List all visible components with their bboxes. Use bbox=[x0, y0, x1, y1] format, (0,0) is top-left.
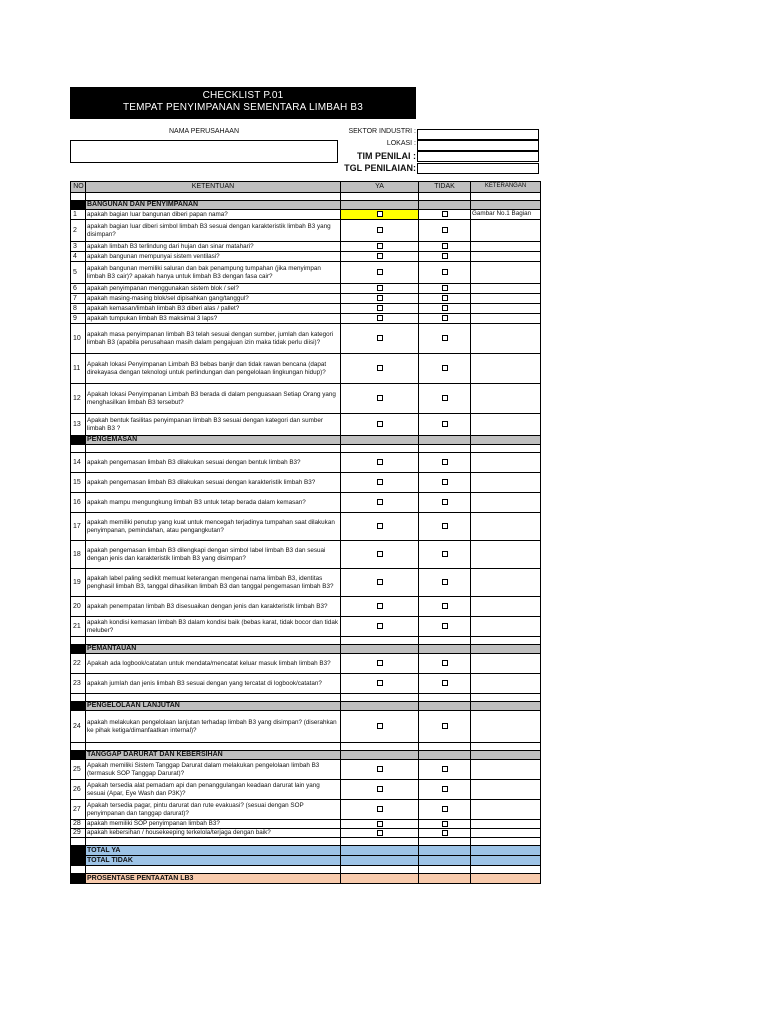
col-no: NO bbox=[71, 182, 86, 193]
tidak-cell bbox=[419, 210, 471, 220]
total-ket-value bbox=[471, 874, 541, 884]
tidak-cell bbox=[419, 294, 471, 304]
checklist-row bbox=[71, 617, 541, 637]
tidak-checkbox[interactable] bbox=[442, 806, 448, 812]
section-title: BANGUNAN DAN PENYIMPANAN bbox=[86, 201, 341, 210]
checklist-row bbox=[71, 780, 541, 800]
tidak-cell bbox=[419, 800, 471, 820]
tidak-checkbox[interactable] bbox=[442, 227, 448, 233]
tidak-cell bbox=[419, 453, 471, 473]
row-ketentuan: apakah jumlah dan jenis limbah B3 sesuai dengan yang tercatat di logbook/catatan? bbox=[86, 674, 341, 694]
section-row bbox=[71, 702, 541, 711]
sektor-label: SEKTOR INDUSTRI : bbox=[348, 128, 416, 135]
checklist-title bbox=[70, 87, 416, 119]
ya-checkbox[interactable] bbox=[377, 603, 383, 609]
ya-cell bbox=[341, 294, 419, 304]
ya-checkbox[interactable] bbox=[377, 269, 383, 275]
checklist-row bbox=[71, 829, 541, 838]
row-ketentuan: apakah penyimpanan menggunakan sistem blok / sel? bbox=[86, 284, 341, 294]
keterangan-cell[interactable]: Gambar No.1 Bagian bbox=[471, 210, 541, 220]
ya-checkbox[interactable] bbox=[377, 523, 383, 529]
section-title: TANGGAP DARURAT DAN KEBERSIHAN bbox=[86, 751, 341, 760]
ya-checkbox[interactable] bbox=[377, 766, 383, 772]
ya-checkbox[interactable] bbox=[377, 243, 383, 249]
ya-checkbox[interactable] bbox=[377, 551, 383, 557]
checklist-row bbox=[71, 354, 541, 384]
section-row bbox=[71, 201, 541, 210]
checklist-row bbox=[71, 284, 541, 294]
ya-cell bbox=[341, 820, 419, 829]
tidak-cell bbox=[419, 513, 471, 541]
row-ketentuan: apakah label paling sedikit memuat keterangan mengenai nama limbah B3, identitas penghasil limbah B3, tanggal dihasilkan limbah B3 dan tanggal pengemasan limbah B3? bbox=[86, 569, 341, 597]
ya-checkbox[interactable] bbox=[377, 459, 383, 465]
row-ketentuan: apakah pengemasan limbah B3 dilengkapi dengan simbol label limbah B3 dan sesuai dengan jenis dan karakteristik limbah B3 yang disimpan? bbox=[86, 541, 341, 569]
checklist-row bbox=[71, 493, 541, 513]
checklist-row bbox=[71, 674, 541, 694]
section-row bbox=[71, 751, 541, 760]
row-number: 11 bbox=[71, 354, 86, 384]
blank-row bbox=[71, 743, 541, 751]
ya-cell bbox=[341, 453, 419, 473]
row-number: 13 bbox=[71, 414, 86, 436]
row-number: 29 bbox=[71, 829, 86, 838]
checklist-row bbox=[71, 314, 541, 324]
tidak-cell bbox=[419, 711, 471, 743]
row-ketentuan: apakah bagian luar diberi simbol limbah B3 sesuai dengan karakteristik limbah B3 yang disimpan? bbox=[86, 220, 341, 242]
row-number: 7 bbox=[71, 294, 86, 304]
company-name-label: NAMA PERUSAHAAN bbox=[168, 128, 240, 135]
row-ketentuan: Apakah tersedia alat pemadam api dan penanggulangan keadaan darurat lain yang sesuai (Apar, Eye Wash dan P3K)? bbox=[86, 780, 341, 800]
ya-checkbox[interactable] bbox=[377, 680, 383, 686]
checklist-row bbox=[71, 252, 541, 262]
col-tidak: TIDAK bbox=[419, 182, 471, 193]
total-ya-value bbox=[341, 874, 419, 884]
section-title: PENGELOLAAN LANJUTAN bbox=[86, 702, 341, 711]
tidak-cell bbox=[419, 262, 471, 284]
total-label: TOTAL YA bbox=[86, 846, 341, 856]
tidak-cell bbox=[419, 242, 471, 252]
tidak-cell bbox=[419, 760, 471, 780]
row-number: 26 bbox=[71, 780, 86, 800]
total-ya-value bbox=[341, 856, 419, 866]
tidak-checkbox[interactable] bbox=[442, 305, 448, 311]
ya-cell bbox=[341, 617, 419, 637]
ya-checkbox[interactable] bbox=[377, 623, 383, 629]
checklist-row bbox=[71, 654, 541, 674]
blank-row bbox=[71, 637, 541, 645]
checklist-row bbox=[71, 760, 541, 780]
keterangan-cell[interactable] bbox=[471, 284, 541, 294]
row-ketentuan: apakah bagian luar bangunan diberi papan nama? bbox=[86, 210, 341, 220]
row-ketentuan: apakah kondisi kemasan limbah B3 dalam kondisi baik (bebas karat, tidak bocor dan tidak meluber? bbox=[86, 617, 341, 637]
ya-cell bbox=[341, 513, 419, 541]
ya-checkbox[interactable] bbox=[377, 806, 383, 812]
row-ketentuan: Apakah bentuk fasilitas penyimpanan limbah B3 sesuai dengan kategori dan sumber limbah B3 ? bbox=[86, 414, 341, 436]
keterangan-cell[interactable] bbox=[471, 513, 541, 541]
row-ketentuan: apakah melakukan pengelolaan lanjutan terhadap limbah B3 yang disimpan? (diserahkan ke pihak ketiga/dimanfaatkan internal)? bbox=[86, 711, 341, 743]
blank-row bbox=[71, 866, 541, 874]
tidak-cell bbox=[419, 220, 471, 242]
section-row bbox=[71, 645, 541, 654]
row-ketentuan: Apakah lokasi Penyimpanan Limbah B3 berada di dalam penguasaan Setiap Orang yang menghasilkan limbah B3 tersebut? bbox=[86, 384, 341, 414]
row-ketentuan: apakah bangunan mempunyai sistem ventilasi? bbox=[86, 252, 341, 262]
row-number: 22 bbox=[71, 654, 86, 674]
keterangan-cell[interactable] bbox=[471, 569, 541, 597]
ya-cell bbox=[341, 210, 419, 220]
row-number: 14 bbox=[71, 453, 86, 473]
tidak-checkbox[interactable] bbox=[442, 680, 448, 686]
total-row bbox=[71, 846, 541, 856]
tidak-checkbox[interactable] bbox=[442, 603, 448, 609]
keterangan-cell[interactable] bbox=[471, 674, 541, 694]
tidak-cell bbox=[419, 541, 471, 569]
total-ket-value bbox=[471, 856, 541, 866]
col-ketentuan: KETENTUAN bbox=[86, 182, 341, 193]
ya-cell bbox=[341, 220, 419, 242]
keterangan-cell[interactable] bbox=[471, 820, 541, 829]
keterangan-cell[interactable] bbox=[471, 453, 541, 473]
tidak-checkbox[interactable] bbox=[442, 660, 448, 666]
checklist-row bbox=[71, 541, 541, 569]
tidak-checkbox[interactable] bbox=[442, 551, 448, 557]
ya-cell bbox=[341, 252, 419, 262]
row-number: 27 bbox=[71, 800, 86, 820]
ya-cell bbox=[341, 493, 419, 513]
keterangan-cell[interactable] bbox=[471, 324, 541, 354]
checklist-table bbox=[70, 181, 541, 884]
checklist-row bbox=[71, 210, 541, 220]
row-ketentuan: Apakah tersedia pagar, pintu darurat dan rute evakuasi? (sesuai dengan SOP penyimpanan dan tanggap darurat)? bbox=[86, 800, 341, 820]
ya-cell bbox=[341, 674, 419, 694]
tidak-checkbox[interactable] bbox=[442, 523, 448, 529]
row-ketentuan: apakah penempatan limbah B3 disesuaikan dengan jenis dan karakteristik limbah B3? bbox=[86, 597, 341, 617]
keterangan-cell[interactable] bbox=[471, 654, 541, 674]
total-tidak-value bbox=[419, 846, 471, 856]
tidak-cell bbox=[419, 473, 471, 493]
tidak-checkbox[interactable] bbox=[442, 211, 448, 217]
tgl-penilaian-label: TGL PENILAIAN: bbox=[344, 163, 416, 173]
total-row bbox=[71, 856, 541, 866]
ya-cell bbox=[341, 324, 419, 354]
tidak-cell bbox=[419, 284, 471, 294]
ya-cell bbox=[341, 541, 419, 569]
total-label: PROSENTASE PENTAATAN LB3 bbox=[86, 874, 341, 884]
tidak-checkbox[interactable] bbox=[442, 285, 448, 291]
keterangan-cell[interactable] bbox=[471, 242, 541, 252]
lokasi-label: LOKASI : bbox=[386, 140, 416, 147]
row-number: 10 bbox=[71, 324, 86, 354]
section-title: PENGEMASAN bbox=[86, 436, 341, 445]
ya-checkbox[interactable] bbox=[377, 395, 383, 401]
row-ketentuan: apakah masing-masing blok/sel dipisahkan gang/tanggul? bbox=[86, 294, 341, 304]
blank-row bbox=[71, 445, 541, 453]
checklist-row bbox=[71, 414, 541, 436]
keterangan-cell[interactable] bbox=[471, 220, 541, 242]
lokasi-field[interactable] bbox=[417, 140, 539, 151]
blank-row bbox=[71, 694, 541, 702]
row-ketentuan: apakah masa penyimpanan limbah B3 telah sesuai dengan sumber, jumlah dan kategori limbah B3 (apabila perusahaan masih dalam pengajuan izin maka tidak perlu diisi)? bbox=[86, 324, 341, 354]
tidak-checkbox[interactable] bbox=[442, 821, 448, 827]
ya-cell bbox=[341, 473, 419, 493]
tidak-checkbox[interactable] bbox=[442, 243, 448, 249]
tidak-cell bbox=[419, 384, 471, 414]
tidak-checkbox[interactable] bbox=[442, 723, 448, 729]
row-number: 17 bbox=[71, 513, 86, 541]
col-ya: YA bbox=[341, 182, 419, 193]
tidak-checkbox[interactable] bbox=[442, 623, 448, 629]
row-ketentuan: apakah bangunan memiliki saluran dan bak penampung tumpahan (jika menyimpan limbah B3 cair)? apakah hanya untuk limbah B3 dengan fasa cair? bbox=[86, 262, 341, 284]
keterangan-cell[interactable] bbox=[471, 493, 541, 513]
tidak-checkbox[interactable] bbox=[442, 786, 448, 792]
keterangan-cell[interactable] bbox=[471, 711, 541, 743]
checklist-row bbox=[71, 473, 541, 493]
ya-checkbox[interactable] bbox=[377, 579, 383, 585]
tidak-cell bbox=[419, 493, 471, 513]
row-ketentuan: apakah mampu mengungkung limbah B3 untuk tetap berada dalam kemasan? bbox=[86, 493, 341, 513]
tidak-cell bbox=[419, 314, 471, 324]
ya-checkbox[interactable] bbox=[377, 295, 383, 301]
row-ketentuan: apakah tumpukan limbah B3 maksimal 3 laps? bbox=[86, 314, 341, 324]
row-ketentuan: apakah limbah B3 terlindung dari hujan dan sinar matahari? bbox=[86, 242, 341, 252]
keterangan-cell[interactable] bbox=[471, 541, 541, 569]
row-number: 16 bbox=[71, 493, 86, 513]
keterangan-cell[interactable] bbox=[471, 829, 541, 838]
ya-cell bbox=[341, 800, 419, 820]
ya-cell bbox=[341, 284, 419, 294]
row-number: 18 bbox=[71, 541, 86, 569]
ya-cell bbox=[341, 304, 419, 314]
row-number: 23 bbox=[71, 674, 86, 694]
company-name-field[interactable] bbox=[70, 140, 338, 163]
keterangan-cell[interactable] bbox=[471, 617, 541, 637]
row-ketentuan: Apakah lokasi Penyimpanan Limbah B3 bebas banjir dan tidak rawan bencana (dapat direkayasa dengan teknologi untuk perlindungan dan pengelolaan lingkungan hidup)? bbox=[86, 354, 341, 384]
row-ketentuan: apakah pengemasan limbah B3 dilakukan sesuai dengan bentuk limbah B3? bbox=[86, 453, 341, 473]
ya-checkbox[interactable] bbox=[377, 285, 383, 291]
checklist-row bbox=[71, 384, 541, 414]
ya-checkbox[interactable] bbox=[377, 821, 383, 827]
row-number: 8 bbox=[71, 304, 86, 314]
ya-cell bbox=[341, 384, 419, 414]
row-number: 12 bbox=[71, 384, 86, 414]
blank-row bbox=[71, 193, 541, 201]
checklist-row bbox=[71, 820, 541, 829]
keterangan-cell[interactable] bbox=[471, 252, 541, 262]
tidak-cell bbox=[419, 569, 471, 597]
tidak-cell bbox=[419, 829, 471, 838]
ya-checkbox[interactable] bbox=[377, 421, 383, 427]
sektor-field[interactable] bbox=[417, 129, 539, 140]
tgl-penilaian-field[interactable] bbox=[417, 163, 539, 174]
ya-cell bbox=[341, 711, 419, 743]
keterangan-cell[interactable] bbox=[471, 262, 541, 284]
keterangan-cell[interactable] bbox=[471, 473, 541, 493]
row-ketentuan: Apakah ada logbook/catatan untuk mendata/mencatat keluar masuk limbah limbah B3? bbox=[86, 654, 341, 674]
tidak-cell bbox=[419, 674, 471, 694]
keterangan-cell[interactable] bbox=[471, 780, 541, 800]
checklist-row bbox=[71, 324, 541, 354]
tidak-cell bbox=[419, 304, 471, 314]
ya-checkbox[interactable] bbox=[377, 305, 383, 311]
keterangan-cell[interactable] bbox=[471, 304, 541, 314]
ya-checkbox[interactable] bbox=[377, 227, 383, 233]
tidak-cell bbox=[419, 354, 471, 384]
ya-checkbox[interactable] bbox=[377, 786, 383, 792]
tidak-cell bbox=[419, 654, 471, 674]
ya-checkbox[interactable] bbox=[377, 830, 383, 836]
ya-checkbox[interactable] bbox=[377, 365, 383, 371]
total-label: TOTAL TIDAK bbox=[86, 856, 341, 866]
ya-checkbox[interactable] bbox=[377, 660, 383, 666]
checklist-row bbox=[71, 294, 541, 304]
total-ya-value bbox=[341, 846, 419, 856]
col-keterangan: KETERANGAN bbox=[471, 182, 541, 193]
ya-cell bbox=[341, 354, 419, 384]
row-number: 2 bbox=[71, 220, 86, 242]
row-number: 4 bbox=[71, 252, 86, 262]
tidak-cell bbox=[419, 324, 471, 354]
row-number: 1 bbox=[71, 210, 86, 220]
ya-cell bbox=[341, 262, 419, 284]
tidak-checkbox[interactable] bbox=[442, 295, 448, 301]
row-number: 3 bbox=[71, 242, 86, 252]
row-number: 28 bbox=[71, 820, 86, 829]
keterangan-cell[interactable] bbox=[471, 597, 541, 617]
row-ketentuan: apakah pengemasan limbah B3 dilakukan sesuai dengan karakteristik limbah B3? bbox=[86, 473, 341, 493]
tidak-checkbox[interactable] bbox=[442, 459, 448, 465]
row-number: 15 bbox=[71, 473, 86, 493]
row-ketentuan: Apakah memiliki Sistem Tanggap Darurat dalam melakukan pengelolaan limbah B3 (termasuk SOP Tanggap Darurat)? bbox=[86, 760, 341, 780]
tidak-checkbox[interactable] bbox=[442, 830, 448, 836]
row-number: 24 bbox=[71, 711, 86, 743]
tim-penilai-label: TIM PENILAI : bbox=[357, 151, 416, 161]
tidak-cell bbox=[419, 820, 471, 829]
row-number: 21 bbox=[71, 617, 86, 637]
tidak-cell bbox=[419, 414, 471, 436]
row-number: 19 bbox=[71, 569, 86, 597]
table-header bbox=[71, 182, 541, 193]
ya-checkbox[interactable] bbox=[377, 479, 383, 485]
checklist-row bbox=[71, 242, 541, 252]
checklist-row bbox=[71, 597, 541, 617]
tidak-checkbox[interactable] bbox=[442, 395, 448, 401]
ya-cell bbox=[341, 569, 419, 597]
section-title: PEMANTAUAN bbox=[86, 645, 341, 654]
ya-cell bbox=[341, 654, 419, 674]
checklist-row bbox=[71, 304, 541, 314]
row-ketentuan: apakah memiliki penutup yang kuat untuk mencegah terjadinya tumpahan saat dilakukan penyimpanan, pemindahan, atau pengangkutan? bbox=[86, 513, 341, 541]
tidak-checkbox[interactable] bbox=[442, 365, 448, 371]
ya-cell bbox=[341, 314, 419, 324]
ya-checkbox[interactable] bbox=[377, 335, 383, 341]
tidak-cell bbox=[419, 252, 471, 262]
tidak-cell bbox=[419, 780, 471, 800]
row-number: 5 bbox=[71, 262, 86, 284]
tim-penilai-field[interactable] bbox=[417, 151, 539, 162]
tidak-checkbox[interactable] bbox=[442, 499, 448, 505]
checklist-row bbox=[71, 220, 541, 242]
tidak-checkbox[interactable] bbox=[442, 421, 448, 427]
keterangan-cell[interactable] bbox=[471, 414, 541, 436]
row-number: 6 bbox=[71, 284, 86, 294]
ya-cell bbox=[341, 597, 419, 617]
ya-cell bbox=[341, 829, 419, 838]
section-row bbox=[71, 436, 541, 445]
ya-checkbox[interactable] bbox=[377, 315, 383, 321]
tidak-cell bbox=[419, 617, 471, 637]
row-ketentuan: apakah memiliki SOP penyimpanan limbah B3? bbox=[86, 820, 341, 829]
tidak-checkbox[interactable] bbox=[442, 315, 448, 321]
ya-cell bbox=[341, 414, 419, 436]
keterangan-cell[interactable] bbox=[471, 800, 541, 820]
row-number: 9 bbox=[71, 314, 86, 324]
keterangan-cell[interactable] bbox=[471, 354, 541, 384]
checklist-row bbox=[71, 800, 541, 820]
total-row bbox=[71, 874, 541, 884]
checklist-row bbox=[71, 711, 541, 743]
tidak-checkbox[interactable] bbox=[442, 579, 448, 585]
tidak-checkbox[interactable] bbox=[442, 253, 448, 259]
keterangan-cell[interactable] bbox=[471, 760, 541, 780]
total-tidak-value bbox=[419, 874, 471, 884]
row-ketentuan: apakah kemasan/limbah limbah B3 diberi alas / pallet? bbox=[86, 304, 341, 314]
blank-row bbox=[71, 838, 541, 846]
ya-cell bbox=[341, 780, 419, 800]
row-number: 25 bbox=[71, 760, 86, 780]
tidak-checkbox[interactable] bbox=[442, 335, 448, 341]
row-number: 20 bbox=[71, 597, 86, 617]
title-line-1: CHECKLIST P.01 bbox=[202, 90, 284, 101]
tidak-cell bbox=[419, 597, 471, 617]
keterangan-cell[interactable] bbox=[471, 384, 541, 414]
ya-checkbox[interactable] bbox=[377, 253, 383, 259]
checklist-row bbox=[71, 569, 541, 597]
ya-cell bbox=[341, 242, 419, 252]
ya-cell bbox=[341, 760, 419, 780]
checklist-row bbox=[71, 513, 541, 541]
title-line-2: TEMPAT PENYIMPANAN SEMENTARA LIMBAH B3 bbox=[122, 102, 364, 113]
keterangan-cell[interactable] bbox=[471, 294, 541, 304]
keterangan-cell[interactable] bbox=[471, 314, 541, 324]
total-tidak-value bbox=[419, 856, 471, 866]
tidak-checkbox[interactable] bbox=[442, 479, 448, 485]
ya-checkbox[interactable] bbox=[377, 723, 383, 729]
total-ket-value bbox=[471, 846, 541, 856]
ya-checkbox[interactable] bbox=[377, 211, 383, 217]
checklist-row bbox=[71, 453, 541, 473]
ya-checkbox[interactable] bbox=[377, 499, 383, 505]
tidak-checkbox[interactable] bbox=[442, 269, 448, 275]
checklist-row bbox=[71, 262, 541, 284]
row-ketentuan: apakah kebersihan / housekeeping terkelola/terjaga dengan baik? bbox=[86, 829, 341, 838]
tidak-checkbox[interactable] bbox=[442, 766, 448, 772]
